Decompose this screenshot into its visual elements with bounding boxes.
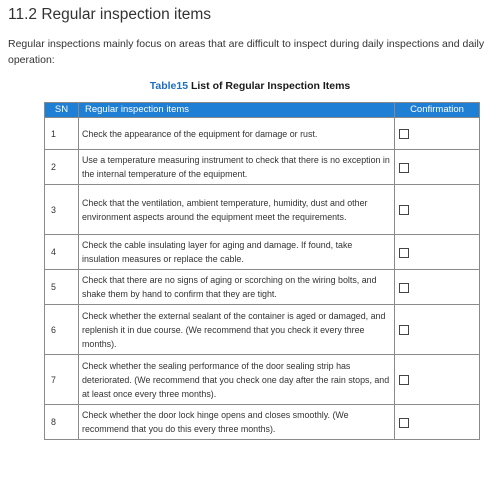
table-body — [45, 118, 480, 440]
section-intro: Regular inspections mainly focus on areas that are difficult to inspect during daily inspections and daily operation: — [8, 38, 485, 66]
row-inspection-item: Check the cable insulating layer for aging and damage. If found, take insulation measures or replace the cable. — [79, 235, 395, 270]
row-confirmation — [395, 405, 480, 440]
row-inspection-item: Use a temperature measuring instrument to check that there is no exception in the internal temperature of the equipment. — [79, 150, 395, 185]
table-row — [45, 118, 480, 150]
confirmation-checkbox[interactable] — [399, 129, 409, 139]
inspection-table — [44, 102, 480, 440]
confirmation-checkbox[interactable] — [399, 418, 409, 428]
row-confirmation — [395, 235, 480, 270]
row-confirmation — [395, 355, 480, 405]
row-sn: 7 — [45, 355, 79, 405]
row-confirmation — [395, 118, 480, 150]
row-inspection-item: Check whether the door lock hinge opens and closes smoothly. (We recommend that you do this every three months). — [79, 405, 395, 440]
row-sn: 1 — [45, 118, 79, 150]
table-row — [45, 235, 480, 270]
table-row — [45, 270, 480, 305]
table-header-row — [45, 103, 480, 118]
table-row — [45, 355, 480, 405]
confirmation-checkbox[interactable] — [399, 163, 409, 173]
row-inspection-item: Check whether the external sealant of the container is aged or damaged, and replenish it in due course. (We recommend that you check it every three months). — [79, 305, 395, 355]
column-header-confirmation: Confirmation — [395, 103, 480, 118]
row-inspection-item: Check whether the sealing performance of the door sealing strip has deteriorated. (We recommend that you check one day after the rain stops, and at least once every three months). — [79, 355, 395, 405]
row-confirmation — [395, 185, 480, 235]
confirmation-checkbox[interactable] — [399, 205, 409, 215]
table-row — [45, 305, 480, 355]
row-confirmation — [395, 270, 480, 305]
confirmation-checkbox[interactable] — [399, 375, 409, 385]
table-caption-title: List of Regular Inspection Items — [188, 80, 351, 92]
row-sn: 6 — [45, 305, 79, 355]
row-sn: 5 — [45, 270, 79, 305]
confirmation-checkbox[interactable] — [399, 248, 409, 258]
row-sn: 2 — [45, 150, 79, 185]
row-sn: 3 — [45, 185, 79, 235]
column-header-item: Regular inspection items — [79, 103, 395, 118]
row-inspection-item: Check the appearance of the equipment for damage or rust. — [79, 118, 395, 150]
confirmation-checkbox[interactable] — [399, 283, 409, 293]
column-header-sn: SN — [45, 103, 79, 118]
row-inspection-item: Check that the ventilation, ambient temperature, humidity, dust and other environment aspects around the equipment meet the requirements. — [79, 185, 395, 235]
table-caption — [0, 80, 500, 92]
row-sn: 4 — [45, 235, 79, 270]
table-row — [45, 185, 480, 235]
row-confirmation — [395, 305, 480, 355]
row-inspection-item: Check that there are no signs of aging or scorching on the wiring bolts, and shake them by hand to confirm that they are tight. — [79, 270, 395, 305]
table-row — [45, 150, 480, 185]
table-row — [45, 405, 480, 440]
table-caption-number: Table15 — [149, 80, 189, 92]
row-sn: 8 — [45, 405, 79, 440]
section-heading: 11.2 Regular inspection items — [8, 6, 212, 23]
row-confirmation — [395, 150, 480, 185]
confirmation-checkbox[interactable] — [399, 325, 409, 335]
